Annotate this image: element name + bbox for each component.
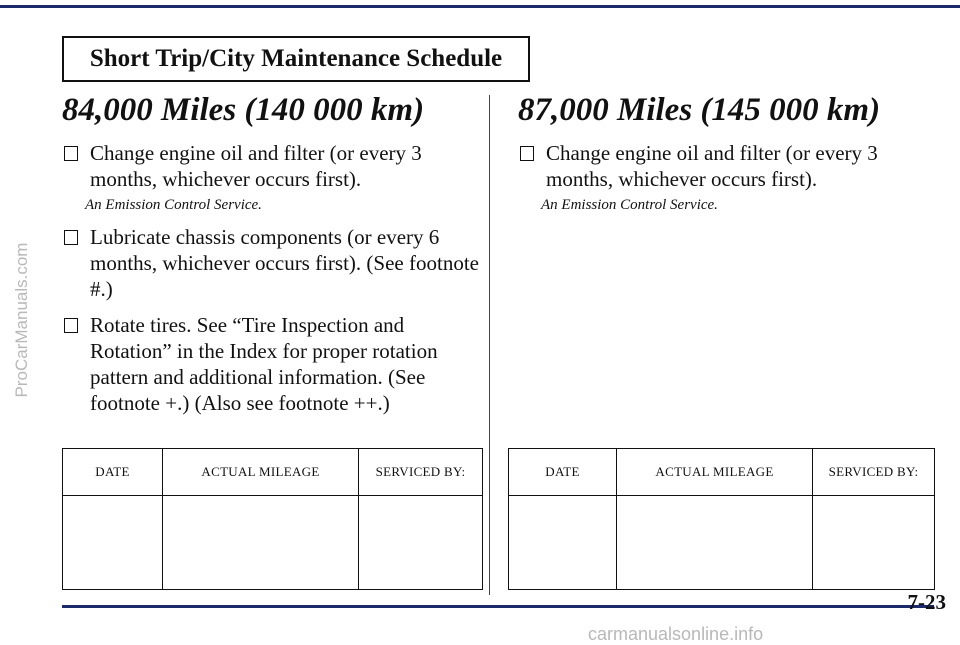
item-text: Change engine oil and filter (or every 3 months, whichever occurs first). [90, 141, 422, 191]
left-item-2 [62, 312, 482, 416]
checkbox-icon[interactable] [520, 146, 534, 161]
item-note: An Emission Control Service. [85, 197, 262, 213]
serviced-by-cell[interactable] [813, 496, 935, 590]
side-watermark [2, 170, 42, 470]
checkbox-icon[interactable] [64, 146, 78, 161]
bottom-rule [62, 605, 934, 608]
right-item-0 [518, 140, 938, 214]
left-heading: 84,000 Miles (140 000 km) [62, 92, 425, 128]
serviced-by-header: SERVICED BY: [359, 449, 483, 496]
actual-mileage-header: ACTUAL MILEAGE [163, 449, 359, 496]
date-cell[interactable] [63, 496, 163, 590]
top-rule [0, 5, 960, 8]
serviced-by-header: SERVICED BY: [813, 449, 935, 496]
checkbox-icon[interactable] [64, 318, 78, 333]
date-cell[interactable] [509, 496, 617, 590]
side-watermark-text: ProCarManuals.com [12, 242, 31, 398]
actual-mileage-cell[interactable] [163, 496, 359, 590]
right-column [518, 90, 938, 224]
section-title: Short Trip/City Maintenance Schedule [62, 36, 530, 82]
actual-mileage-cell[interactable] [617, 496, 813, 590]
item-text: Lubricate chassis components (or every 6 months, whichever occurs first). (See footnote #.) [90, 225, 479, 301]
date-header: DATE [509, 449, 617, 496]
item-note: An Emission Control Service. [541, 197, 718, 213]
checkbox-icon[interactable] [64, 230, 78, 245]
serviced-by-cell[interactable] [359, 496, 483, 590]
date-header: DATE [63, 449, 163, 496]
page-number: 7-23 [907, 590, 946, 614]
actual-mileage-header: ACTUAL MILEAGE [617, 449, 813, 496]
left-item-1 [62, 224, 482, 302]
right-heading: 87,000 Miles (145 000 km) [518, 92, 881, 128]
item-text: Rotate tires. See “Tire Inspection and Rotation” in the Index for proper rotation pattern and additional information. (See footnote +.) (Also see footnote ++.) [90, 313, 438, 415]
item-text: Change engine oil and filter (or every 3 months, whichever occurs first). [546, 141, 878, 191]
right-service-record-table [508, 448, 935, 590]
left-column [62, 90, 482, 426]
column-divider [489, 95, 490, 595]
left-service-record-table [62, 448, 483, 590]
bottom-watermark: carmanualsonline.info [588, 624, 764, 644]
left-item-0 [62, 140, 482, 214]
